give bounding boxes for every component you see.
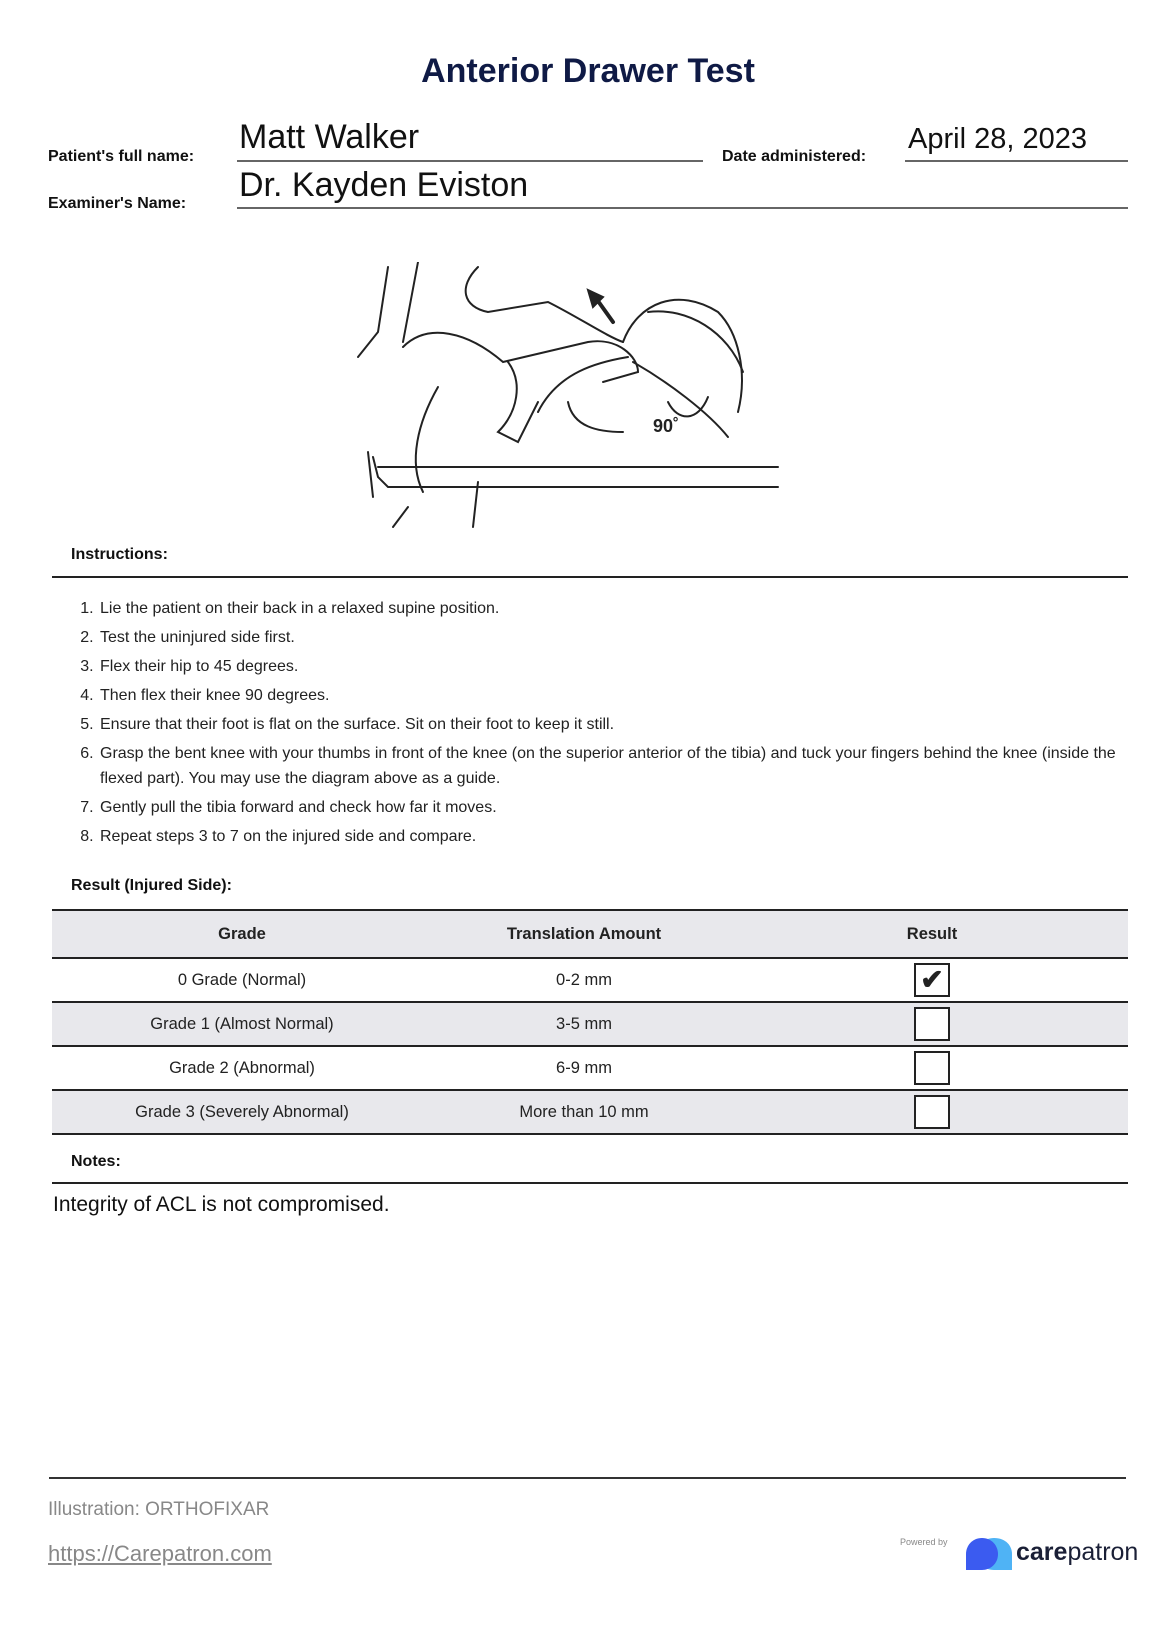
- carepatron-logo-icon: [964, 1536, 1014, 1572]
- instruction-step: 8. Repeat steps 3 to 7 on the injured side and compare.: [98, 822, 1126, 851]
- instruction-step: 6. Grasp the bent knee with your thumbs in front of the knee (on the superior anterior of the tibia) and tuck your fingers behind the knee (inside the flexed part). You may use the diagram above as a guide.: [98, 739, 1126, 793]
- illustration-credit: Illustration: ORTHOFIXAR: [48, 1499, 270, 1520]
- table-header-row: [52, 910, 1128, 958]
- patient-name-value[interactable]: Matt Walker: [239, 118, 420, 156]
- angle-label: 90˚: [653, 416, 680, 436]
- grade-cell: 0 Grade (Normal): [52, 958, 432, 1002]
- grade-cell: Grade 3 (Severely Abnormal): [52, 1090, 432, 1134]
- date-label: Date administered:: [722, 148, 867, 165]
- amount-cell: 0-2 mm: [432, 958, 736, 1002]
- instruction-step: 4. Then flex their knee 90 degrees.: [98, 681, 1126, 710]
- instruction-step: 3. Flex their hip to 45 degrees.: [98, 652, 1126, 681]
- amount-cell: 6-9 mm: [432, 1046, 736, 1090]
- carepatron-wordmark: [1016, 1538, 1138, 1567]
- notes-divider: [52, 1182, 1128, 1184]
- powered-by-label: Powered by: [900, 1537, 948, 1547]
- table-row: [52, 1002, 1128, 1046]
- knee-exam-illustration: [348, 262, 780, 532]
- result-checkbox[interactable]: [914, 1095, 950, 1129]
- result-table: [52, 909, 1128, 1135]
- result-checkbox[interactable]: ✔: [914, 963, 950, 997]
- result-heading: Result (Injured Side):: [71, 877, 232, 894]
- instructions-divider: [52, 576, 1128, 578]
- examiner-label: Examiner's Name:: [48, 195, 187, 212]
- page-title: Anterior Drawer Test: [421, 52, 755, 90]
- table-row: [52, 958, 1128, 1002]
- instruction-step: 5. Ensure that their foot is flat on the surface. Sit on their foot to keep it still.: [98, 710, 1126, 739]
- result-checkbox[interactable]: [914, 1007, 950, 1041]
- brand-light: patron: [1067, 1538, 1139, 1566]
- table-row: [52, 1046, 1128, 1090]
- examiner-value[interactable]: Dr. Kayden Eviston: [239, 166, 529, 204]
- date-underline: [905, 160, 1128, 162]
- notes-text[interactable]: Integrity of ACL is not compromised.: [53, 1193, 390, 1216]
- instruction-step: 7. Gently pull the tibia forward and check how far it moves.: [98, 793, 1126, 822]
- carepatron-link[interactable]: https://Carepatron.com: [48, 1541, 272, 1566]
- instruction-step: 1. Lie the patient on their back in a relaxed supine position.: [98, 594, 1126, 623]
- grade-cell: Grade 1 (Almost Normal): [52, 1002, 432, 1046]
- amount-cell: More than 10 mm: [432, 1090, 736, 1134]
- instruction-step: 2. Test the uninjured side first.: [98, 623, 1126, 652]
- result-checkbox[interactable]: [914, 1051, 950, 1085]
- table-row: [52, 1090, 1128, 1134]
- patient-name-underline: [237, 160, 703, 162]
- amount-cell: 3-5 mm: [432, 1002, 736, 1046]
- column-header-result: Result: [736, 910, 1128, 958]
- date-value[interactable]: April 28, 2023: [908, 123, 1087, 155]
- column-header-translation: Translation Amount: [432, 910, 736, 958]
- notes-heading: Notes:: [71, 1153, 121, 1170]
- brand-bold: care: [1016, 1538, 1068, 1566]
- instructions-list: [76, 594, 1126, 851]
- examiner-underline: [237, 207, 1128, 209]
- patient-name-label: Patient's full name:: [48, 148, 195, 165]
- column-header-grade: Grade: [52, 910, 432, 958]
- footer-divider: [49, 1477, 1126, 1479]
- instructions-heading: Instructions:: [71, 546, 168, 563]
- grade-cell: Grade 2 (Abnormal): [52, 1046, 432, 1090]
